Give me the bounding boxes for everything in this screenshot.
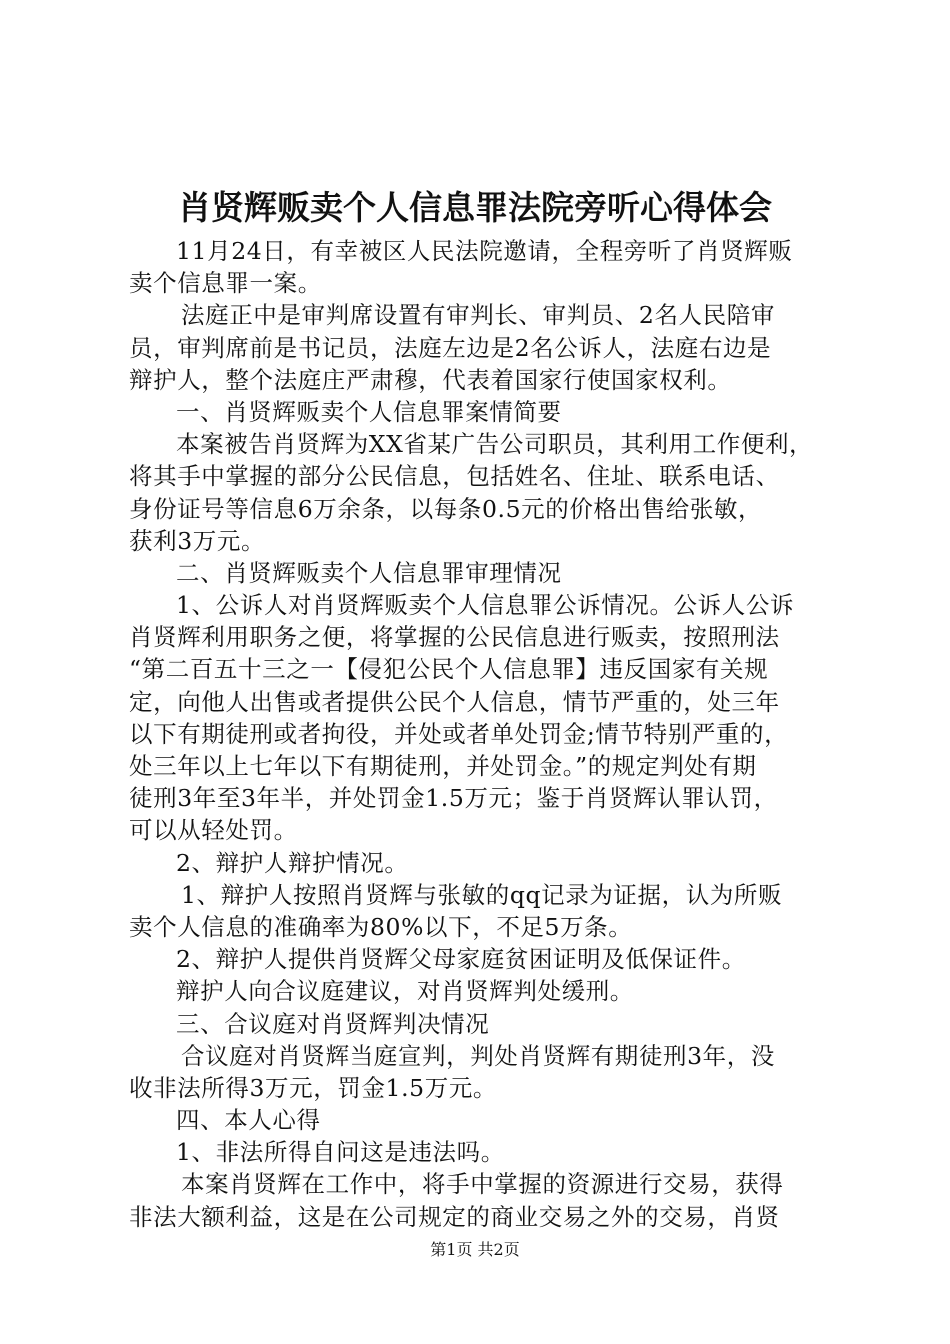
section-heading: 二、肖贤辉贩卖个人信息罪审理情况 xyxy=(176,558,562,587)
body-line: 处三年以上七年以下有期徒刑，并处罚金。”的规定判处有期 xyxy=(129,752,757,780)
body-line: 可以从轻处罚。 xyxy=(129,816,298,845)
body-line: 收非法所得3万元，罚金1.5万元。 xyxy=(129,1073,498,1102)
page-number-footer: 第1页 共2页 xyxy=(430,1240,520,1259)
body-line: 1、公诉人对肖贤辉贩卖个人信息罪公诉情况。公诉人公诉 xyxy=(176,591,795,620)
body-line: 本案肖贤辉在工作中，将手中掌握的资源进行交易，获得 xyxy=(181,1170,784,1199)
body-line: 辩护人，整个法庭庄严肃穆，代表着国家行使国家权利。 xyxy=(129,365,732,394)
section-heading: 三、合议庭对肖贤辉判决情况 xyxy=(176,1009,490,1038)
body-line: 肖贤辉利用职务之便，将掌握的公民信息进行贩卖，按照刑法 xyxy=(129,623,780,652)
body-line: 员，审判席前是书记员，法庭左边是2名公诉人，法庭右边是 xyxy=(129,333,772,362)
subsection-heading: 2、辩护人辩护情况。 xyxy=(176,848,409,877)
section-heading: 四、本人心得 xyxy=(176,1106,321,1135)
document-title: 肖贤辉贩卖个人信息罪法院旁听心得体会 xyxy=(178,188,772,227)
body-line: 定，向他人出售或者提供公民个人信息，情节严重的，处三年 xyxy=(129,687,780,716)
body-line: 本案被告肖贤辉为XX省某广告公司职员，其利用工作便利， xyxy=(176,430,814,459)
body-line: 1、辩护人按照肖贤辉与张敏的qq记录为证据，认为所贩 xyxy=(181,880,783,909)
body-line: 非法大额利益，这是在公司规定的商业交易之外的交易，肖贤 xyxy=(129,1202,780,1231)
body-line: 徒刑3年至3年半，并处罚金1.5万元；鉴于肖贤辉认罪认罚， xyxy=(129,784,778,813)
body-line: 将其手中掌握的部分公民信息，包括姓名、住址、联系电话、 xyxy=(129,462,780,491)
body-line: 2、辩护人提供肖贤辉父母家庭贫困证明及低保证件。 xyxy=(176,945,746,974)
body-line: 身份证号等信息6万余条，以每条0.5元的价格出售给张敏， xyxy=(129,494,763,523)
body-line: 辩护人向合议庭建议，对肖贤辉判处缓刑。 xyxy=(176,977,634,1006)
subsection-heading: 1、非法所得自问这是违法吗。 xyxy=(176,1138,505,1167)
body-line: 卖个信息罪一案。 xyxy=(129,269,322,298)
body-line: 获利3万元。 xyxy=(129,526,266,555)
section-heading: 一、肖贤辉贩卖个人信息罪案情简要 xyxy=(176,397,562,426)
body-line: 法庭正中是审判席设置有审判长、审判员、2名人民陪审 xyxy=(181,301,775,330)
document-body xyxy=(129,235,834,1233)
body-line: “第二百五十三之一【侵犯公民个人信息罪】违反国家有关规 xyxy=(129,655,769,684)
body-line: 以下有期徒刑或者拘役，并处或者单处罚金;情节特别严重的， xyxy=(129,719,789,748)
body-line: 卖个人信息的准确率为80%以下，不足5万条。 xyxy=(129,912,633,941)
body-line: 11月24日，有幸被区人民法院邀请，全程旁听了肖贤辉贩 xyxy=(176,237,793,265)
body-line: 合议庭对肖贤辉当庭宣判，判处肖贤辉有期徒刑3年，没 xyxy=(181,1041,775,1070)
